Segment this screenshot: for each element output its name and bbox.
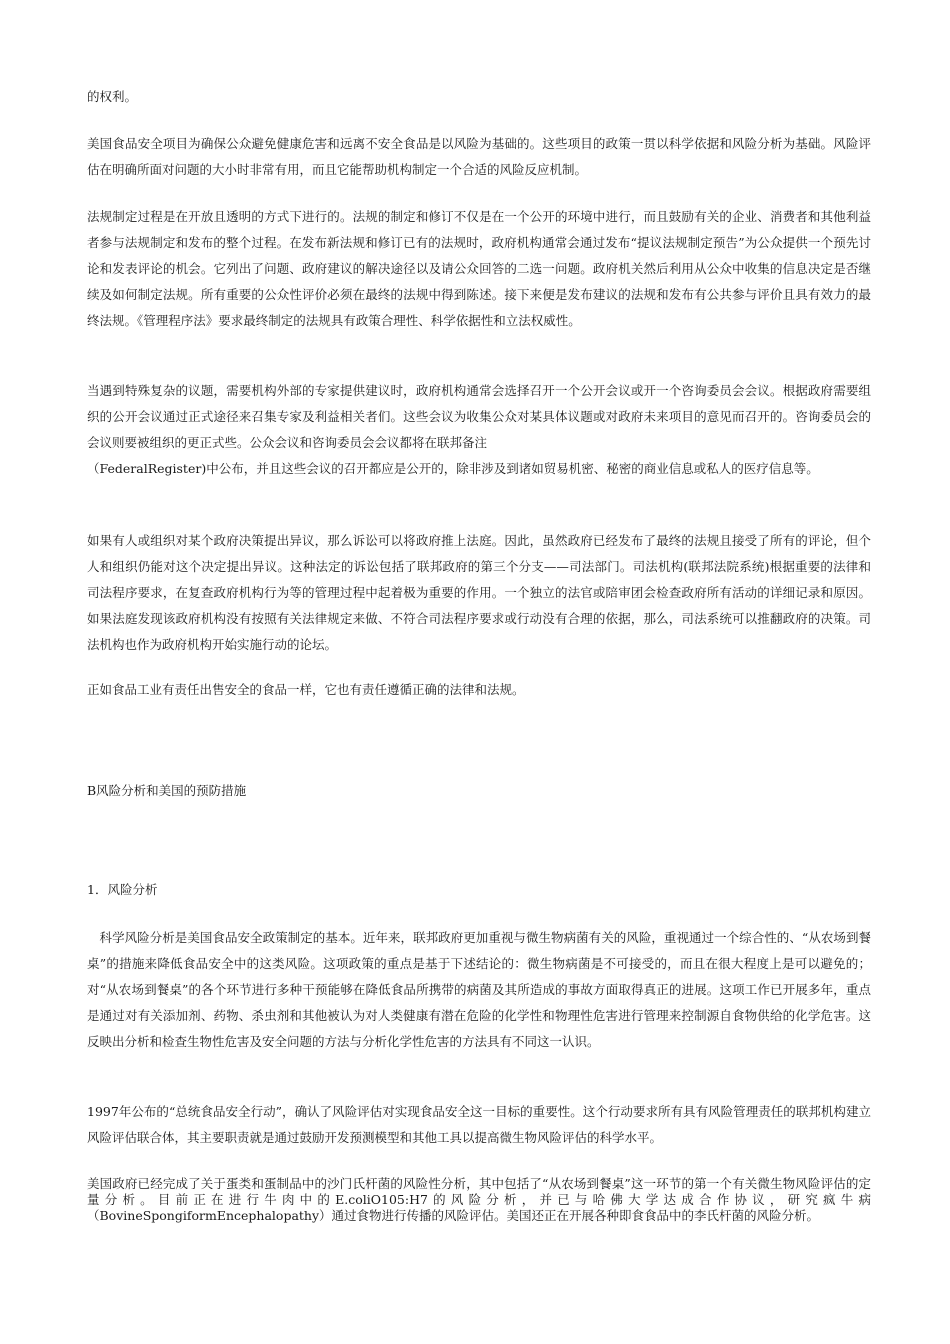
paragraph-federal-register: （FederalRegister)中公布，并且这些会议的召开都应是公开的，除非涉及到诸如贸易机密、秘密的商业信息或私人的医疗信息等。 xyxy=(87,461,819,476)
paragraph-rulemaking: 法规制定过程是在开放且透明的方式下进行的。法规的制定和修订不仅是在一个公开的环境中进行，而且鼓励有关的企业、消费者和其他利益者参与法规制定和发布的整个过程。在发布新法规和修订已有的法规时，政府机构通常会通过发布“提议法规制定预告”为公众提供一个预先讨论和发表评论的机会。它列出了问题、政府建议的解决途径以及请公众回答的二选一问题。政府机关然后利用从公众中收集的信息决定是否继续及如何制定法规。所有重要的公众性评价必须在最终的法规中得到陈述。接下来便是发布建议的法规和发布有公共参与评价且具有效力的最终法规。《管理程序法》要求最终制定的法规具有政策合理性、科学依据性和立法权威性。 xyxy=(87,209,871,328)
paragraph-public-meetings: 当遇到特殊复杂的议题，需要机构外部的专家提供建议时，政府机构通常会选择召开一个公开会议或开一个咨询委员会会议。根据政府需要组织的公开会议通过正式途径来召集专家及利益相关者们。这些会议为收集公众对某具体议题或对政府未来项目的意见而召开的。咨询委员会的会议则要被组织的更正式些。公众会议和咨询委员会会议都将在联邦备注 xyxy=(87,383,871,450)
paragraph-litigation: 如果有人或组织对某个政府决策提出异议，那么诉讼可以将政府推上法庭。因此，虽然政府已经发布了最终的法规且接受了所有的评论，但个人和组织仍能对这个决定提出异议。这种法定的诉讼包括了联邦政府的第三个分支——司法部门。司法机构(联邦法院系统)根据重要的法律和司法程序要求，在复查政府机构行为等的管理过程中起着极为重要的作用。一个独立的法官或陪审团会检查政府所有活动的详细记录和原因。如果法庭发现该政府机构没有按照有关法律规定来做、不符合司法程序要求或行动没有合理的依据，那么，司法系统可以推翻政府的决策。司法机构也作为政府机构开始实施行动的论坛。 xyxy=(87,533,871,652)
paragraph-industry-responsibility: 正如食品工业有责任出售安全的食品一样，它也有责任遵循正确的法律和法规。 xyxy=(87,682,525,697)
section-heading-b: B风险分析和美国的预防措施 xyxy=(87,783,247,798)
paragraph-scientific-risk-analysis: 科学风险分析是美国食品安全政策制定的基本。近年来，联邦政府更加重视与微生物病菌有关的风险，重视通过一个综合性的、“从农场到餐桌”的措施来降低食品安全中的这类风险。这项政策的重点是基于下述结论的：微生物病菌是不可接受的，而且在很大程度上是可以避免的；对“从农场到餐桌”的各个环节进行多种干预能够在降低食品所携带的病菌及其所造成的事故方面取得真正的进展。这项工作已开展多年，重点是通过对有关添加剂、药物、杀虫剂和其他被认为对人类健康有潜在危险的化学性和物理性危害进行管理来控制源自食物供给的化学危害。这反映出分析和检查生物性危害及安全问题的方法与分析化学性危害的方法具有不同这一认识。 xyxy=(87,930,871,1049)
paragraph-risk-based: 美国食品安全项目为确保公众避免健康危害和远离不安全食品是以风险为基础的。这些项目的政策一贯以科学依据和风险分析为基础。风险评估在明确所面对问题的大小时非常有用，而且它能帮助机构制定一个合适的风险反应机制。 xyxy=(87,136,871,177)
paragraph-rights: 的权利。 xyxy=(87,89,138,104)
paragraph-1997-initiative: 1997年公布的“总统食品安全行动”，确认了风险评估对实现食品安全这一目标的重要性。这个行动要求所有具有风险管理责任的联邦机构建立风险评估联合体，其主要职责就是通过鼓励开发预测模型和其他工具以提高微生物风险评估的科学水平。 xyxy=(87,1104,871,1145)
paragraph-completed-analyses: 美国政府已经完成了关于蛋类和蛋制品中的沙门氏杆菌的风险性分析，其中包括了“从农场到餐桌”这一环节的第一个有关微生物风险评估的定量分析。目前正在进行牛肉中的E.coliO105:H7的风险分析，并已与哈佛大学达成合作协议，研究疯牛病（BovineSpongiformEncephalopathy）通过食物进行传播的风险评估。美国还正在开展各种即食食品中的李氏杆菌的风险分析。 xyxy=(87,1176,871,1223)
section-heading-1: 1．风险分析 xyxy=(87,882,158,897)
